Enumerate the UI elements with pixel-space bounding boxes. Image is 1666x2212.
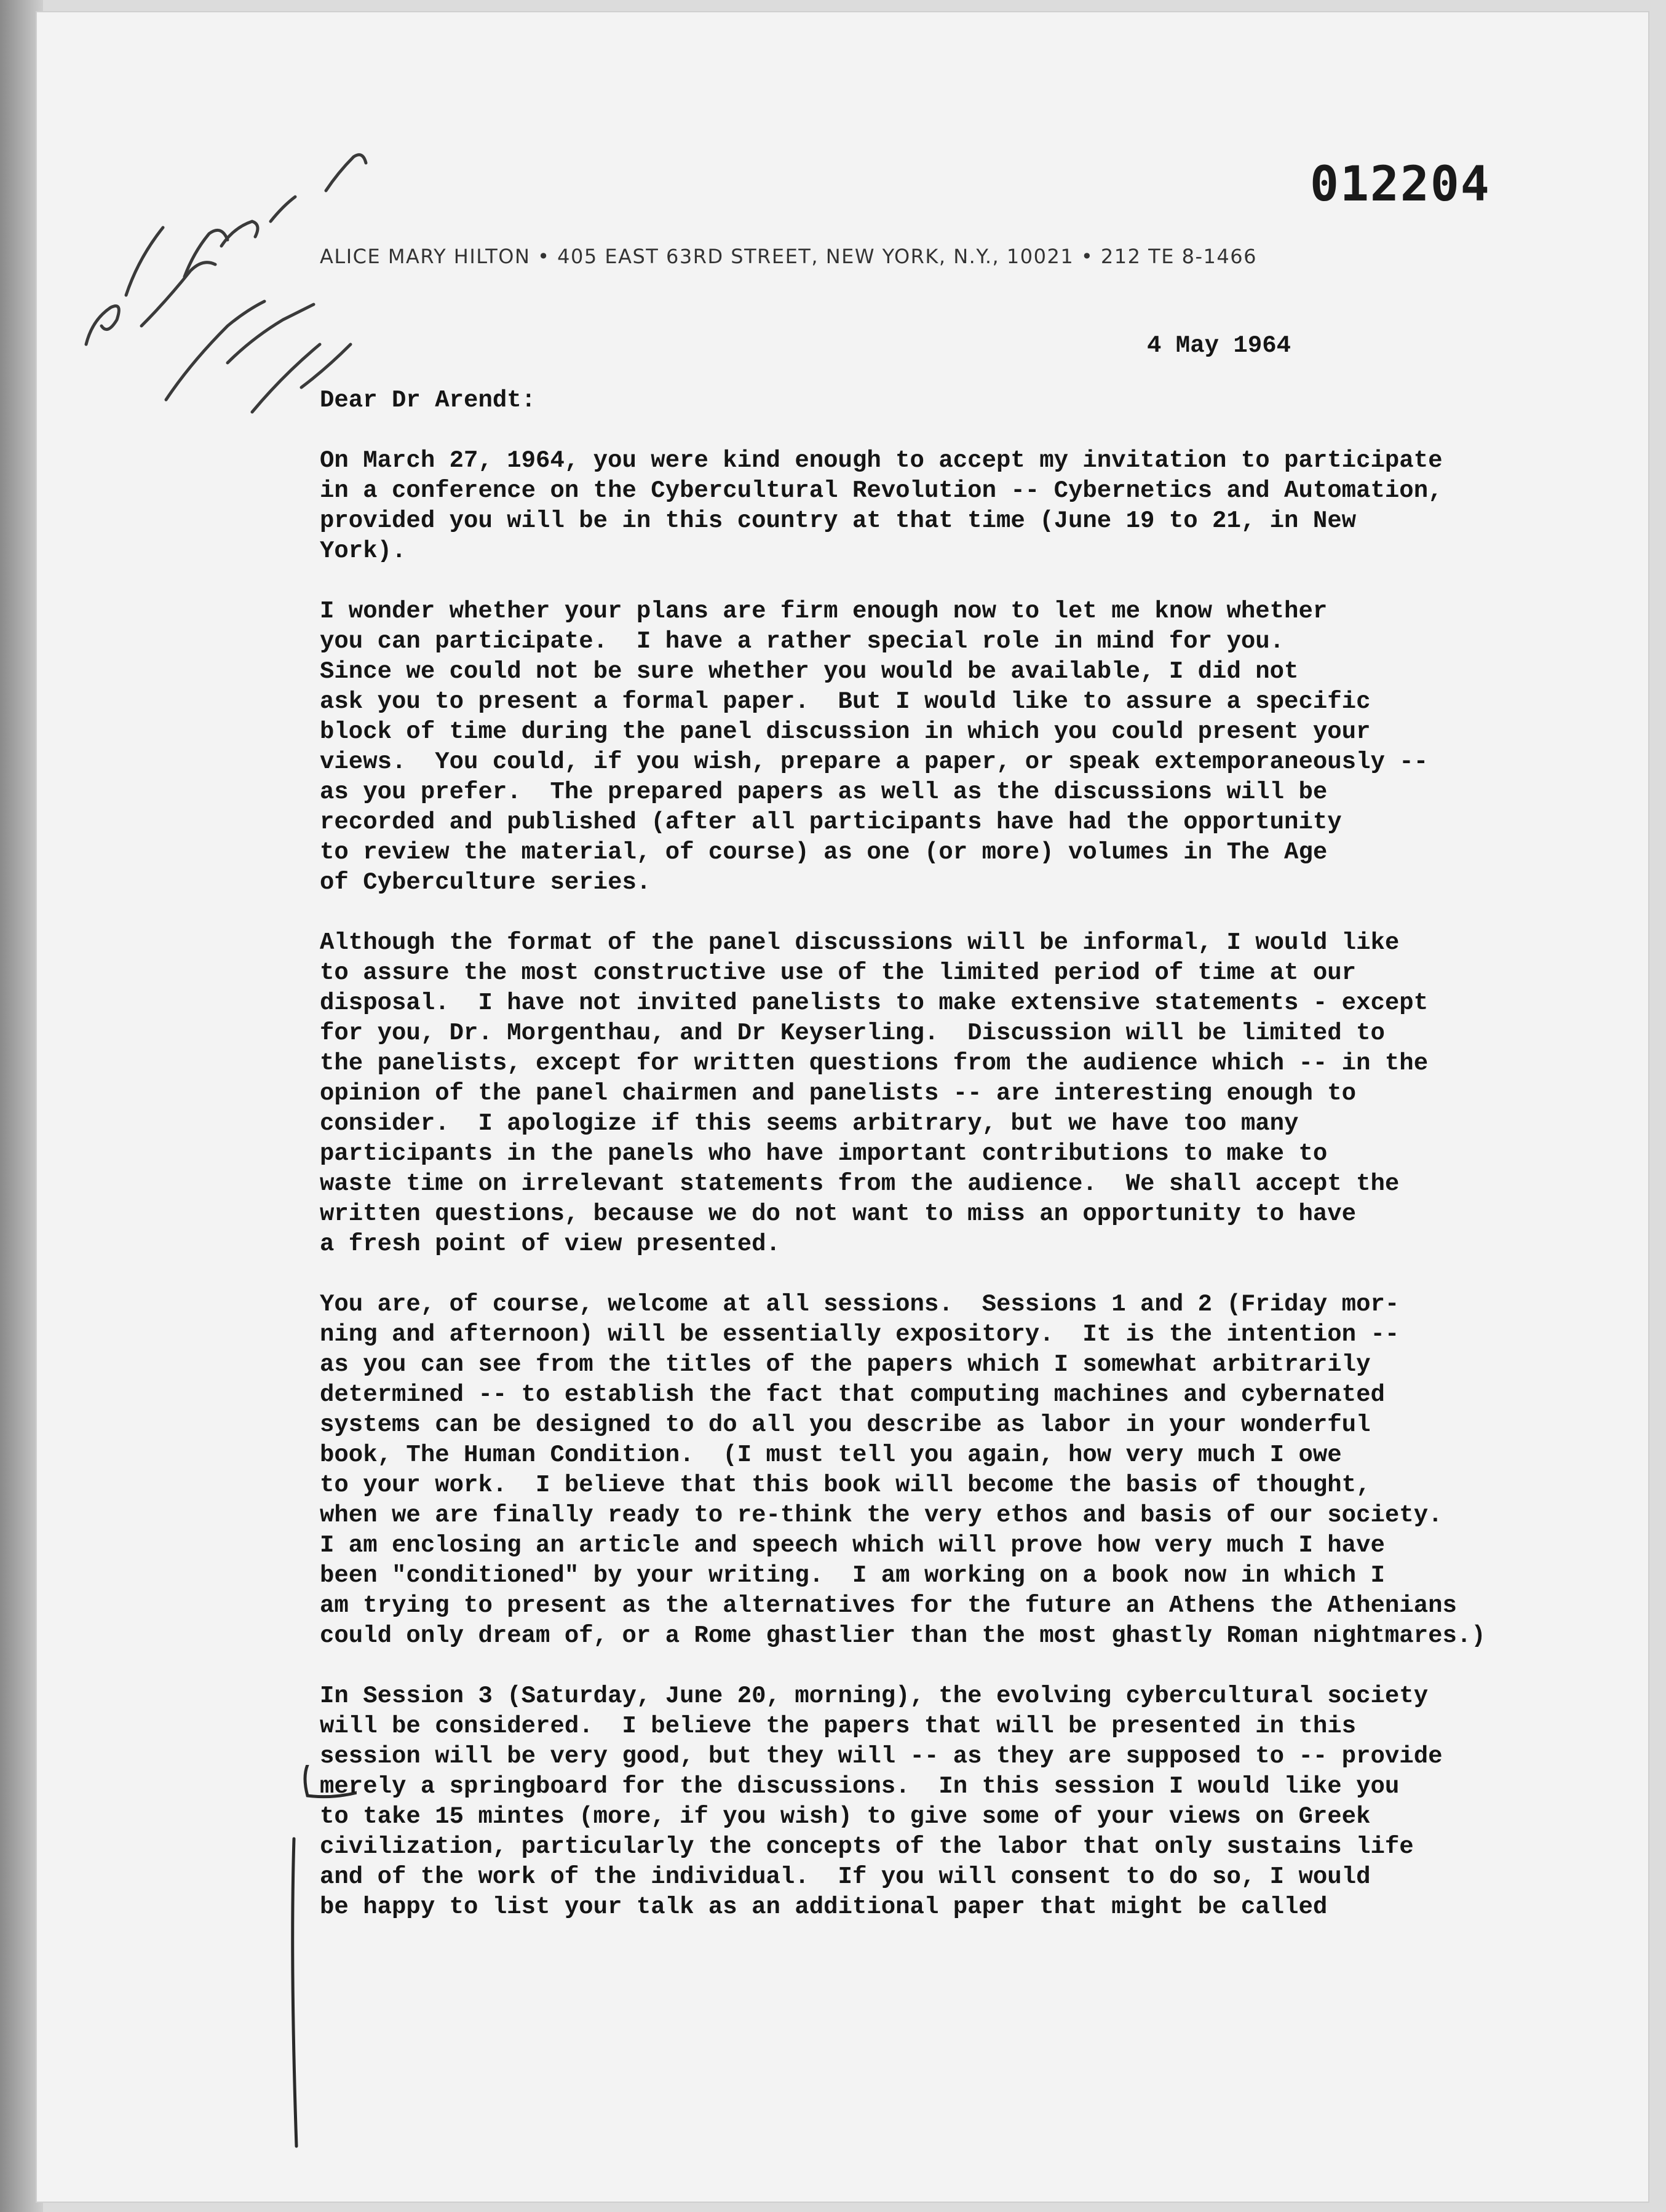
paragraph-line: for you, Dr. Morgenthau, and Dr Keyserling. Discussion will be limited to bbox=[320, 1020, 1385, 1047]
paragraph-line: been "conditioned" by your writing. I am working on a book now in which I bbox=[320, 1562, 1385, 1589]
paragraph-line: ask you to present a formal paper. But I would like to assure a specific bbox=[320, 688, 1371, 715]
paragraph-line: to assure the most constructive use of the limited period of time at our bbox=[320, 959, 1357, 986]
paragraph-4 bbox=[320, 1290, 1550, 1651]
paragraph-line: to take 15 mintes (more, if you wish) to give some of your views on Greek bbox=[320, 1803, 1371, 1830]
paragraph-line: block of time during the panel discussion in which you could present your bbox=[320, 718, 1371, 745]
paragraph-line: the panelists, except for written questions from the audience which -- in the bbox=[320, 1050, 1429, 1077]
paragraph-line: You are, of course, welcome at all sessions. Sessions 1 and 2 (Friday mor- bbox=[320, 1291, 1400, 1318]
paragraph-1 bbox=[320, 446, 1550, 566]
paragraph-line: when we are finally ready to re-think the very ethos and basis of our society. bbox=[320, 1502, 1443, 1529]
paragraph-line: provided you will be in this country at that time (June 19 to 21, in New bbox=[320, 507, 1357, 534]
paragraph-line: determined -- to establish the fact that computing machines and cybernated bbox=[320, 1381, 1385, 1408]
paragraph-line: opinion of the panel chairmen and panelists -- are interesting enough to bbox=[320, 1080, 1357, 1107]
paragraph-line: civilization, particularly the concepts of the labor that only sustains life bbox=[320, 1833, 1414, 1860]
paragraph-line: as you can see from the titles of the papers which I somewhat arbitrarily bbox=[320, 1351, 1371, 1378]
paragraph-line: written questions, because we do not want to miss an opportunity to have bbox=[320, 1200, 1357, 1227]
greeting: Dear Dr Arendt: bbox=[320, 387, 536, 414]
paragraph-line: merely a springboard for the discussions. In this session I would like you bbox=[320, 1773, 1400, 1800]
paragraph-line: and of the work of the individual. If you will consent to do so, I would bbox=[320, 1863, 1371, 1890]
document-id: 012204 bbox=[1310, 157, 1491, 212]
paragraph-5 bbox=[320, 1681, 1550, 1922]
letterhead: ALICE MARY HILTON • 405 EAST 63RD STREET, NEW YORK, N.Y., 10021 • 212 TE 8-1466 bbox=[320, 245, 1257, 268]
paragraph-line: systems can be designed to do all you describe as labor in your wonderful bbox=[320, 1411, 1371, 1438]
paragraph-line: I am enclosing an article and speech which will prove how very much I have bbox=[320, 1532, 1385, 1559]
paragraph-line: recorded and published (after all participants have had the opportunity bbox=[320, 809, 1342, 836]
paragraph-3 bbox=[320, 928, 1550, 1259]
paragraph-line: Since we could not be sure whether you would be available, I did not bbox=[320, 658, 1299, 685]
letter-date: 4 May 1964 bbox=[1147, 332, 1291, 359]
paragraph-line: to your work. I believe that this book will become the basis of thought, bbox=[320, 1472, 1371, 1499]
paragraph-line: ning and afternoon) will be essentially expository. It is the intention -- bbox=[320, 1321, 1400, 1348]
paragraph-line: in a conference on the Cybercultural Revolution -- Cybernetics and Automation, bbox=[320, 477, 1443, 504]
paragraph-line: On March 27, 1964, you were kind enough to accept my invitation to participate bbox=[320, 447, 1443, 474]
paragraph-line: York). bbox=[320, 537, 407, 565]
paragraph-line: to review the material, of course) as one (or more) volumes in The Age bbox=[320, 839, 1328, 866]
paragraph-line: am trying to present as the alternatives for the future an Athens the Athenians bbox=[320, 1592, 1457, 1619]
paragraph-line: book, The Human Condition. (I must tell you again, how very much I owe bbox=[320, 1441, 1342, 1469]
paragraph-line: waste time on irrelevant statements from the audience. We shall accept the bbox=[320, 1170, 1400, 1197]
paragraph-line: of Cyberculture series. bbox=[320, 869, 651, 896]
paragraph-line: you can participate. I have a rather special role in mind for you. bbox=[320, 628, 1285, 655]
letter-body bbox=[320, 386, 1550, 1922]
paragraph-line: participants in the panels who have important contributions to make to bbox=[320, 1140, 1328, 1167]
paragraph-line: as you prefer. The prepared papers as well as the discussions will be bbox=[320, 779, 1328, 806]
paragraph-line: could only dream of, or a Rome ghastlier than the most ghastly Roman nightmares.) bbox=[320, 1622, 1486, 1649]
paragraph-line: views. You could, if you wish, prepare a paper, or speak extemporaneously -- bbox=[320, 748, 1429, 775]
paragraph-line: session will be very good, but they will -- as they are supposed to -- provide bbox=[320, 1743, 1443, 1770]
paragraph-2 bbox=[320, 597, 1550, 898]
paragraph-line: Although the format of the panel discussions will be informal, I would like bbox=[320, 929, 1400, 956]
paragraph-line: In Session 3 (Saturday, June 20, morning), the evolving cybercultural society bbox=[320, 1683, 1429, 1710]
paragraph-line: disposal. I have not invited panelists to make extensive statements - except bbox=[320, 989, 1429, 1017]
paragraph-line: I wonder whether your plans are firm enough now to let me know whether bbox=[320, 598, 1328, 625]
paragraph-line: consider. I apologize if this seems arbitrary, but we have too many bbox=[320, 1110, 1299, 1137]
paragraph-line: will be considered. I believe the papers that will be presented in this bbox=[320, 1713, 1357, 1740]
paragraph-line: be happy to list your talk as an additional paper that might be called bbox=[320, 1893, 1328, 1921]
paragraph-line: a fresh point of view presented. bbox=[320, 1231, 780, 1258]
